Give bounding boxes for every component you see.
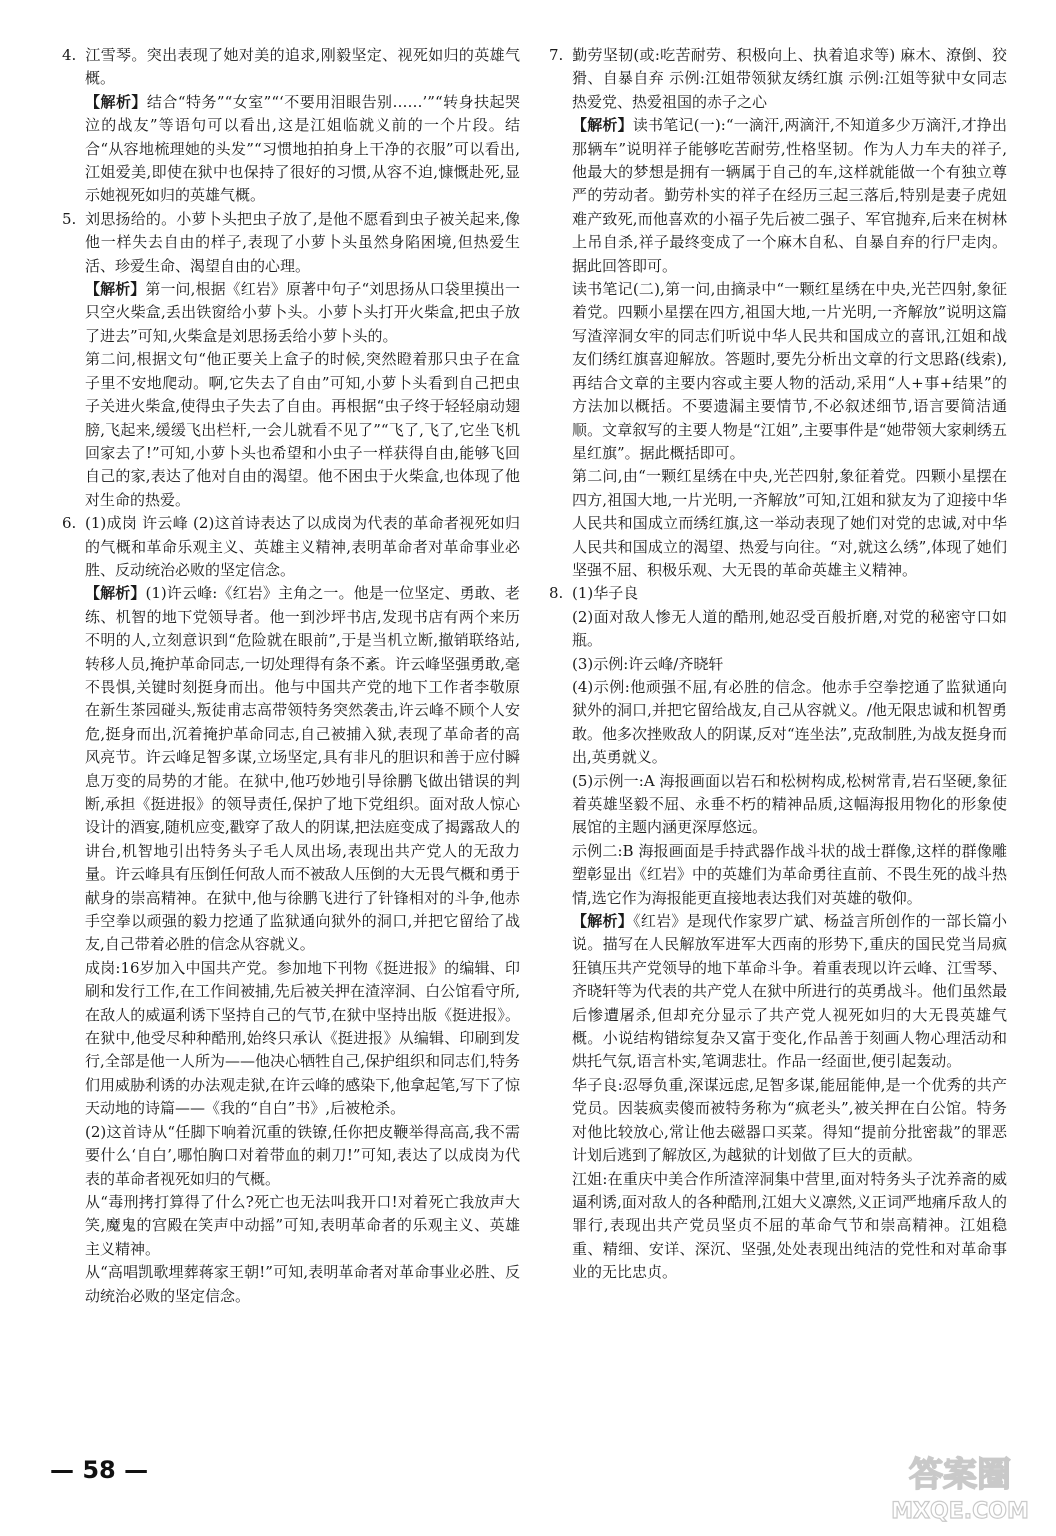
- paragraph-text: (1)华子良: [572, 584, 639, 603]
- answer-paragraph: [62, 957, 520, 1121]
- question-number: 5.: [62, 209, 77, 228]
- question-answer: [62, 512, 520, 582]
- paragraph-text: 第二问,根据文句“他正要关上盒子的时候,突然瞪着那只虫子在盒子里不安地爬动。啊,它失去了自由”可知,小萝卜头看到自己把虫子关进火柴盒,使得虫子失去了自由。再根据“虫子终于轻轻扇动翅膀,飞起来,缓缓飞出栏杆,一会儿就看不见了”“飞了,飞了,它坐飞机回家去了!”可知,小萝卜头也希望和小虫子一样获得自由,能够飞回自己的家,表达了他对自由的渴望。他不困虫于火柴盒,也体现了他对生命的热爱。: [85, 350, 520, 509]
- paragraph-text: 成岗:16岁加入中国共产党。参加地下刊物《挺进报》的编辑、印刷和发行工作,在工作间被捕,先后被关押在渣滓洞、白公馆看守所,在敌人的威逼利诱下坚持自己的气节,在狱中坚持出版《挺进报》。在狱中,他受尽种种酷刑,始终只承认《挺进报》从编辑、印刷到发行,全部是他一人所为——他决心牺牲自己,保护组织和同志们,特务们用威胁利诱的办法观走狱,在许云峰的感染下,他拿起笔,写下了惊天动地的诗篇——《我的“自白”书》,后被枪杀。: [85, 958, 520, 1118]
- question-number: 8.: [549, 584, 564, 603]
- answer-paragraph: [549, 1074, 1007, 1168]
- paragraph-text: (3)示例:许云峰/齐晓轩: [572, 654, 724, 673]
- answer-paragraph: [549, 465, 1007, 582]
- paragraph-text: 读书笔记(一):“一滴汗,两滴汗,不知道多少万滴汗,才挣出那辆车”说明祥子能够吃苦耐劳,性格坚韧。作为人力车夫的祥子,他最大的梦想是拥有一辆属于自己的车,这样就能做一个有独立尊严的劳动者。勤劳朴实的祥子在经历三起三落后,特别是妻子虎妞难产致死,而他喜欢的小福子先后被二强子、军官抛弃,后来在树林上吊自杀,祥子最终变成了一个麻木自私、自暴自弃的行尸走肉。据此回答即可。: [572, 116, 1007, 275]
- paragraph-text: 江姐:在重庆中美合作所渣滓洞集中营里,面对特务头子沈养斋的威逼利诱,面对敌人的各种酷刑,江姐大义凛然,义正词严地痛斥敌人的罪行,表现出共产党员坚贞不屈的革命气节和崇高精神。江姐稳重、精细、安详、深沉、坚强,处处表现出纯洁的党性和对革命事业的无比忠贞。: [572, 1169, 1007, 1282]
- paragraph-text: 华子良:忍辱负重,深谋远虑,足智多谋,能屈能伸,是一个优秀的共产党员。因装疯卖傻而被特务称为“疯老头”,被关押在白公馆。特务对他比较放心,常让他去磁器口买菜。得知“提前分批密裁”的罪恶计划后逃到了解放区,为越狱的计划做了巨大的贡献。: [572, 1075, 1007, 1165]
- paragraph-text: 《红岩》是现代作家罗广斌、杨益言所创作的一部长篇小说。描写在人民解放军进军大西南的形势下,重庆的国民党当局疯狂镇压共产党领导的地下革命斗争。着重表现以许云峰、江雪琴、齐晓轩等为代表的共产党人在狱中所进行的英勇战斗。他们虽然最后惨遭屠杀,但却充分显示了共产党人视死如归的大无畏英雄气概。小说结构错综复杂又富于变化,作品善于刻画人物心理活动和烘托气氛,语言朴实,笔调悲壮。作品一经面世,便引起轰动。: [572, 912, 1008, 1071]
- answer-paragraph: [62, 1121, 520, 1191]
- answer-paragraph: [549, 606, 1007, 653]
- watermark-domain: MXQE.COM: [891, 1499, 1029, 1524]
- answer-paragraph: [549, 676, 1007, 770]
- answer-paragraph: [62, 1261, 520, 1308]
- paragraph-text: 从“毒刑拷打算得了什么?死亡也无法叫我开口!对着死亡我放声大笑,魔鬼的宫殿在笑声中动摇”可知,表明革命者的乐观主义、英雄主义精神。: [85, 1192, 520, 1258]
- paragraph-text: 勤劳坚韧(或:吃苦耐劳、积极向上、执着追求等) 麻木、潦倒、狡猾、自暴自弃 示例:江姐带领狱友绣红旗 示例:江姐等狱中女同志热爱党、热爱祖国的赤子之心: [572, 46, 1007, 111]
- answer-paragraph: [549, 770, 1007, 840]
- paragraph-text: 江雪琴。突出表现了她对美的追求,刚毅坚定、视死如归的英雄气概。: [85, 46, 520, 88]
- answer-paragraph: [549, 840, 1007, 910]
- question-answer: [62, 208, 520, 278]
- answer-paragraph: [62, 1191, 520, 1261]
- paragraph-text: 第一问,根据《红岩》原著中句子“刘思扬从口袋里摸出一只空火柴盒,丢出铁窗给小萝卜头。小萝卜头打开火柴盒,把虫子放了进去”可知,火柴盒是刘思扬丢给小萝卜头的。: [85, 280, 520, 345]
- paragraph-text: 从“高唱凯歌埋葬蒋家王朝!”可知,表明革命者对革命事业必胜、反动统治必败的坚定信念。: [85, 1263, 520, 1305]
- left-column: [62, 44, 520, 1308]
- analysis-label: 【解析】: [85, 584, 146, 603]
- question-number: 4.: [62, 46, 77, 64]
- right-column: [549, 44, 1007, 1285]
- question-number: 7.: [549, 46, 564, 64]
- answer-paragraph: [62, 582, 520, 957]
- paragraph-text: (2)这首诗从“任脚下响着沉重的铁镣,任你把皮鞭举得高高,我不需要什么‘自白’,哪怕胸口对着带血的刺刀!”可知,表达了以成岗为代表的革命者视死如归的气概。: [85, 1122, 520, 1188]
- analysis-label: 【解析】: [572, 116, 633, 135]
- paragraph-text: 刘思扬给的。小萝卜头把虫子放了,是他不愿看到虫子被关起来,像他一样失去自由的样子,表现了小萝卜头虽然身陷困境,但热爱生活、珍爱生命、渴望自由的心理。: [85, 209, 520, 275]
- watermark-chars: 答案圈: [909, 1455, 1011, 1495]
- watermark-logo: [890, 1446, 1030, 1526]
- answer-paragraph: [549, 910, 1007, 1074]
- paragraph-text: (1)许云峰:《红岩》主角之一。他是一位坚定、勇敢、老练、机智的地下党领导者。他一到沙坪书店,发现书店有两个来历不明的人,立刻意识到“危险就在眼前”,于是当机立断,撤销联络站,转移人员,掩护革命同志,一切处理得有条不紊。许云峰坚强勇敢,毫不畏惧,关键时刻挺身而出。他与中国共产党的地下工作者李敬原在新生茶园碰头,叛徒甫志高带领特务突然袭击,许云峰不顾个人安危,挺身而出,沉着掩护革命同志,自己被捕入狱,表现了革命者的高风亮节。许云峰足智多谋,立场坚定,具有非凡的胆识和善于应付瞬息万变的局势的才能。在狱中,他巧妙地引导徐鹏飞做出错误的判断,承担《挺进报》的领导责任,保护了地下党组织。面对敌人惊心设计的酒宴,随机应变,戳穿了敌人的阴谋,把法庭变成了揭露敌人的讲台,机智地引出特务头子毛人凤出场,表现出共产党人的无敌力量。许云峰具有压倒任何敌人而不被敌人压倒的大无畏气概和勇于献身的崇高精神。在狱中,他与徐鹏飞进行了针锋相对的斗争,他赤手空拳以顽强的毅力挖通了监狱通向狱外的洞口,并把它留给了战友,自己带着必胜的信念从容就义。: [85, 584, 521, 954]
- analysis-label: 【解析】: [85, 280, 146, 299]
- answer-paragraph: [549, 114, 1007, 278]
- analysis-label: 【解析】: [85, 92, 147, 111]
- paragraph-text: 读书笔记(二),第一问,由摘录中“一颗红星绣在中央,光芒四射,象征着党。四颗小星摆在四方,祖国大地,一片光明,一齐解放”说明这篇写渣滓洞女牢的同志们听说中华人民共和国成立的喜讯,江姐和战友们绣红旗喜迎解放。答题时,要先分析出文章的行文思路(线索),再结合文章的主要内容或主要人物的活动,采用“人+事+结果”的方法加以概括。不要遗漏主要情节,不必叙述细节,语言要简洁通顺。文章叙写的主要人物是“江姐”,主要事件是“她带领大家刺绣五星红旗”。据此概括即可。: [572, 280, 1007, 462]
- page-number: — 58 —: [50, 1456, 149, 1484]
- answer-paragraph: [549, 653, 1007, 676]
- question-answer: [549, 44, 1007, 114]
- question-number: 6.: [62, 514, 77, 533]
- analysis-label: 【解析】: [572, 912, 634, 931]
- answer-paragraph: [62, 348, 520, 512]
- paragraph-text: 结合“特务”“女室”“‘不要用泪眼告别……’”“转身扶起哭泣的战友”等语句可以看出,这是江姐临就义前的一个片段。结合“从容地梳理她的头发”“习惯地拍拍身上干净的衣服”可以看出,江姐爱美,即使在狱中也保持了很好的习惯,从容不迫,慷慨赴死,显示她视死如归的英雄气概。: [85, 92, 520, 205]
- question-answer: [62, 44, 520, 91]
- paragraph-text: 第二问,由“一颗红星绣在中央,光芒四射,象征着党。四颗小星摆在四方,祖国大地,一片光明,一齐解放”可知,江姐和狱友为了迎接中华人民共和国成立而绣红旗,这一举动表现了她们对党的忠诚,对中华人民共和国成立的渴望、热爱与向往。“对,就这么绣”,体现了她们坚强不屈、积极乐观、大无畏的革命英雄主义精神。: [572, 467, 1007, 579]
- paragraph-text: (4)示例:他顽强不屈,有必胜的信念。他赤手空拳挖通了监狱通向狱外的洞口,并把它留给战友,自己从容就义。/他无限忠诚和机智勇敢。他多次挫败敌人的阴谋,反对“连坐法”,克敌制胜,为战友挺身而出,英勇就义。: [572, 677, 1007, 767]
- question-answer: [549, 582, 1007, 605]
- answer-paragraph: [62, 278, 520, 348]
- paragraph-text: (2)面对敌人惨无人道的酷刑,她忍受百般折磨,对党的秘密守口如瓶。: [572, 607, 1007, 650]
- paragraph-text: (5)示例一:A 海报画面以岩石和松树构成,松树常青,岩石坚硬,象征着英雄坚毅不屈、永垂不朽的精神品质,这幅海报用物化的形象使展馆的主题内涵更深厚悠远。: [572, 771, 1007, 837]
- paragraph-text: 示例二:B 海报画面是手持武器作战斗状的战士群像,这样的群像雕塑彰显出《红岩》中的英雄们为革命勇往直前、不畏生死的战斗热情,选它作为海报能更直接地表达我们对英雄的敬仰。: [572, 841, 1008, 907]
- paragraph-text: (1)成岗 许云峰 (2)这首诗表达了以成岗为代表的革命者视死如归的气概和革命乐观主义、英雄主义精神,表明革命者对革命事业必胜、反动统治必败的坚定信念。: [85, 514, 520, 579]
- answer-paragraph: [62, 91, 520, 208]
- answer-paragraph: [549, 1168, 1007, 1285]
- answer-paragraph: [549, 278, 1007, 465]
